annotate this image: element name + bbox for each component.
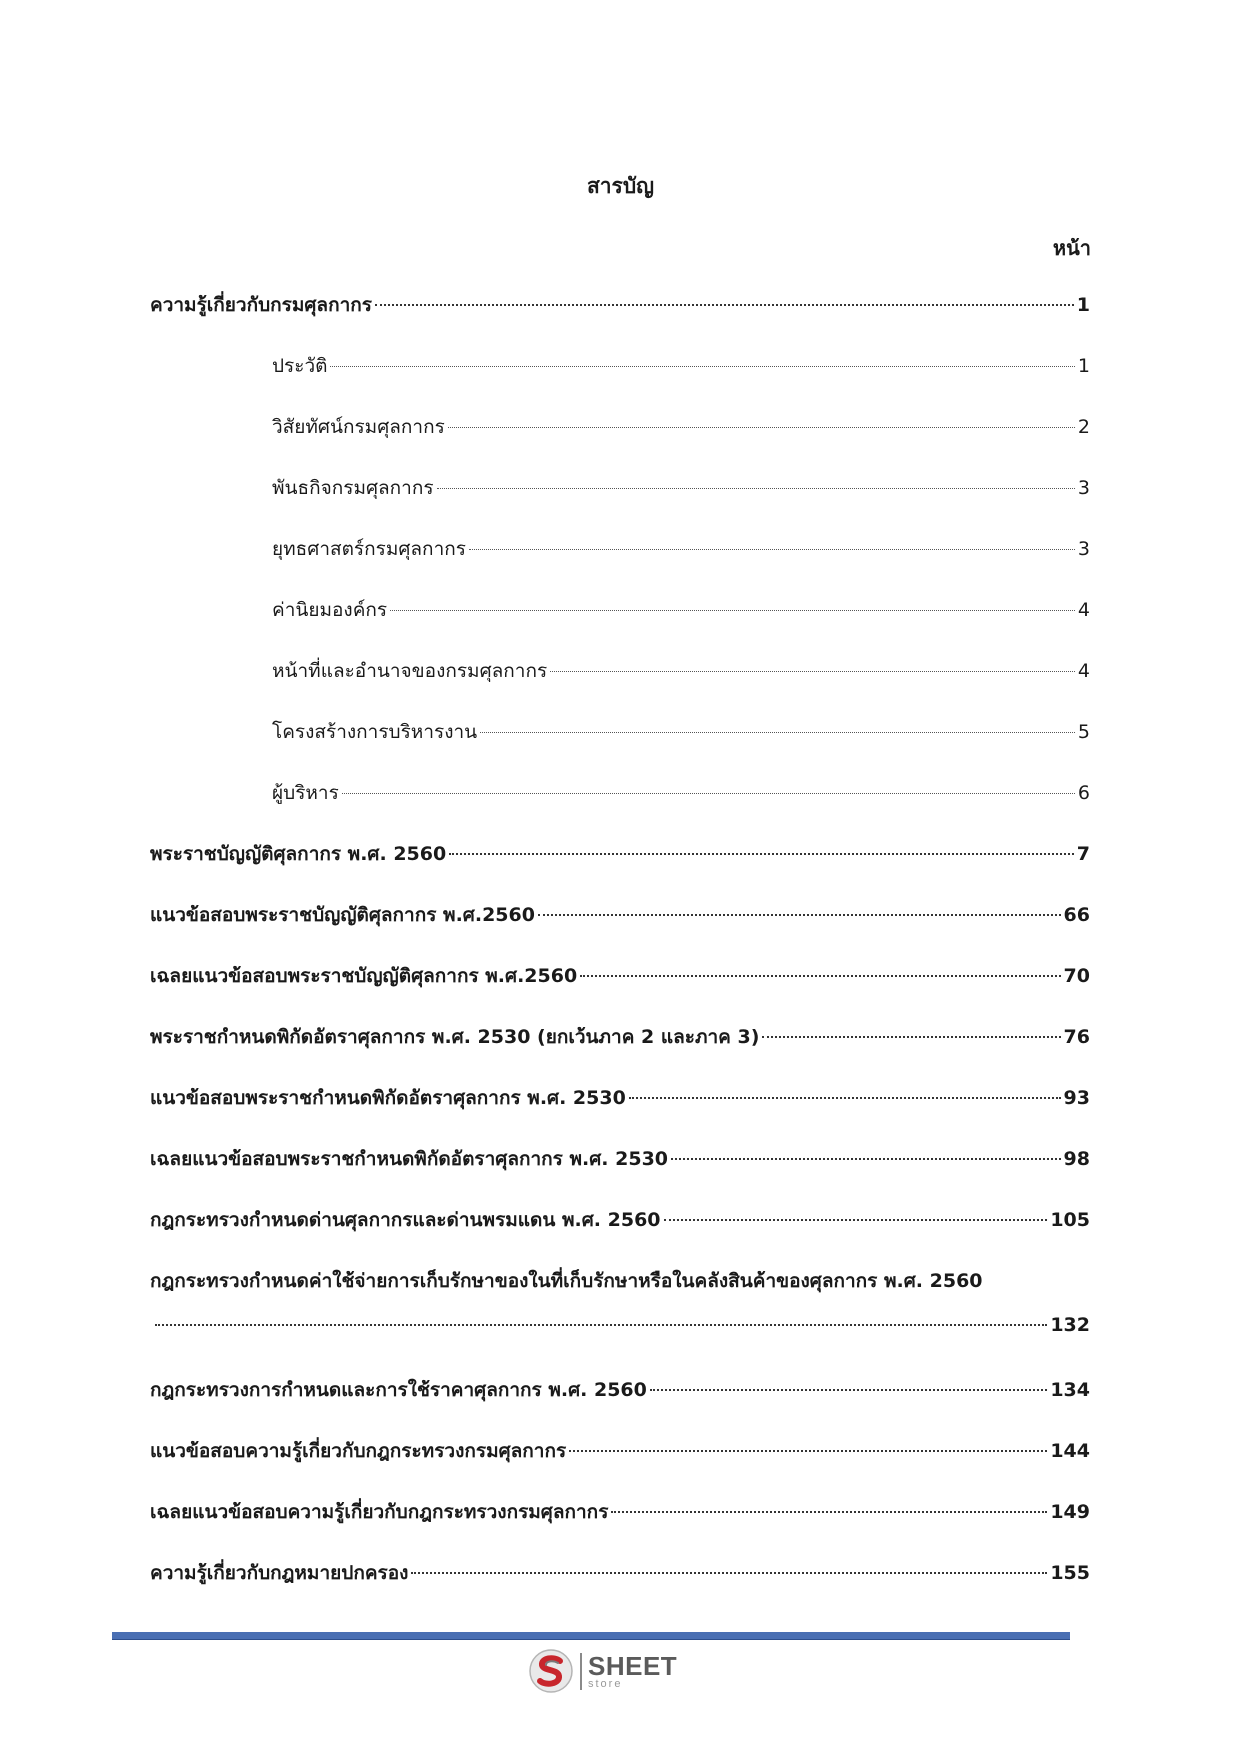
- toc-entry-page: 4: [1077, 660, 1090, 682]
- toc-entry-title: ยุทธศาสตร์กรมศุลกากร: [272, 538, 466, 560]
- toc-entry-title: พันธกิจกรมศุลกากร: [272, 477, 434, 499]
- toc-entry-page: 66: [1063, 904, 1090, 926]
- page-title: สารบัญ: [586, 174, 655, 198]
- toc-entry-title: กฎกระทรวงกำหนดค่าใช้จ่ายการเก็บรักษาของในที่เก็บรักษาหรือในคลังสินค้าของศุลกากร พ.ศ. 2560: [150, 1270, 983, 1292]
- leader-dots: [611, 1511, 1047, 1513]
- toc-entry-page: 6: [1077, 782, 1090, 804]
- toc-entry-title: เฉลยแนวข้อสอบพระราชบัญญัติศุลกากร พ.ศ.2560: [150, 965, 578, 987]
- toc-entry[interactable]: [150, 1558, 1090, 1619]
- toc-subentry[interactable]: [150, 534, 1090, 595]
- toc-entry[interactable]: [150, 1083, 1090, 1144]
- toc-entry-page: 98: [1063, 1148, 1090, 1170]
- leader-dots: [469, 549, 1075, 550]
- leader-dots: [449, 853, 1074, 855]
- table-of-contents: [150, 290, 1090, 1619]
- toc-entry[interactable]: [150, 290, 1090, 351]
- toc-entry-page: 1: [1077, 355, 1090, 377]
- page-column-label: หน้า: [1052, 236, 1091, 260]
- leader-dots: [155, 1324, 1047, 1326]
- toc-entry-page: 149: [1050, 1501, 1090, 1523]
- leader-dots: [448, 427, 1075, 428]
- toc-entry-page: 3: [1077, 477, 1090, 499]
- toc-entry-title: แนวข้อสอบพระราชกำหนดพิกัดอัตราศุลกากร พ.ศ. 2530: [150, 1087, 626, 1109]
- toc-entry-page: 4: [1077, 599, 1090, 621]
- leader-dots: [342, 793, 1075, 794]
- toc-subentry[interactable]: [150, 351, 1090, 412]
- toc-entry-page: 7: [1076, 843, 1090, 865]
- leader-dots: [375, 304, 1074, 306]
- toc-entry-page: 105: [1050, 1209, 1090, 1231]
- toc-entry-title: โครงสร้างการบริหารงาน: [272, 721, 478, 743]
- logo-brand-text: SHEET: [588, 1650, 678, 1681]
- toc-entry-page: 134: [1050, 1379, 1090, 1401]
- toc-entry[interactable]: [150, 839, 1090, 900]
- toc-entry-title: หน้าที่และอำนาจของกรมศุลกากร: [272, 660, 548, 682]
- leader-dots: [390, 610, 1075, 611]
- toc-entry-title: ผู้บริหาร: [272, 782, 339, 804]
- toc-subentry[interactable]: [150, 595, 1090, 656]
- toc-entry-page: 5: [1077, 721, 1090, 743]
- toc-subentry[interactable]: [150, 473, 1090, 534]
- leader-dots: [569, 1450, 1047, 1452]
- toc-entry-title: พระราชกำหนดพิกัดอัตราศุลกากร พ.ศ. 2530 (ยกเว้นภาค 2 และภาค 3): [150, 1026, 760, 1048]
- sheet-store-logo: [528, 1648, 677, 1694]
- toc-entry[interactable]: [150, 1266, 1090, 1375]
- leader-dots: [437, 488, 1075, 489]
- toc-entry[interactable]: [150, 1375, 1090, 1436]
- toc-entry[interactable]: [150, 1497, 1090, 1558]
- leader-dots: [538, 914, 1061, 916]
- sheet-logo-icon: [528, 1648, 574, 1694]
- toc-entry-page: 3: [1077, 538, 1090, 560]
- toc-entry-page: 93: [1063, 1087, 1090, 1109]
- leader-dots: [411, 1572, 1047, 1574]
- toc-entry-title: เฉลยแนวข้อสอบพระราชกำหนดพิกัดอัตราศุลกากร พ.ศ. 2530: [150, 1148, 669, 1170]
- toc-entry-title: กฎกระทรวงกำหนดด่านศุลกากรและด่านพรมแดน พ.ศ. 2560: [150, 1209, 661, 1231]
- toc-entry-title: ความรู้เกี่ยวกับกรมศุลกากร: [150, 294, 372, 316]
- toc-entry-page: 1: [1076, 294, 1090, 316]
- leader-dots: [650, 1389, 1047, 1391]
- toc-entry[interactable]: [150, 961, 1090, 1022]
- toc-entry[interactable]: [150, 1436, 1090, 1497]
- toc-entry[interactable]: [150, 1022, 1090, 1083]
- toc-subentry[interactable]: [150, 717, 1090, 778]
- toc-entry-page: 155: [1050, 1562, 1090, 1584]
- toc-entry[interactable]: [150, 900, 1090, 961]
- toc-entry-page: 144: [1050, 1440, 1090, 1462]
- toc-subentry[interactable]: [150, 656, 1090, 717]
- toc-entry-title: ค่านิยมองค์กร: [272, 599, 388, 621]
- leader-dots: [629, 1097, 1061, 1099]
- toc-entry-title: แนวข้อสอบความรู้เกี่ยวกับกฎกระทรวงกรมศุลกากร: [150, 1440, 567, 1462]
- leader-dots: [762, 1036, 1060, 1038]
- leader-dots: [671, 1158, 1061, 1160]
- toc-entry-page: 76: [1063, 1026, 1090, 1048]
- leader-dots: [664, 1219, 1048, 1221]
- leader-dots: [550, 671, 1075, 672]
- toc-subentry[interactable]: [150, 778, 1090, 839]
- leader-dots: [580, 975, 1060, 977]
- toc-entry-title: ความรู้เกี่ยวกับกฎหมายปกครอง: [150, 1562, 409, 1584]
- toc-entry-title: กฎกระทรวงการกำหนดและการใช้ราคาศุลกากร พ.ศ. 2560: [150, 1379, 647, 1401]
- toc-entry-title: พระราชบัญญัติศุลกากร พ.ศ. 2560: [150, 843, 447, 865]
- logo-sub-text: store: [588, 1677, 623, 1690]
- toc-entry[interactable]: [150, 1205, 1090, 1266]
- toc-entry-title: เฉลยแนวข้อสอบความรู้เกี่ยวกับกฎกระทรวงกรมศุลกากร: [150, 1501, 609, 1523]
- toc-entry[interactable]: [150, 1144, 1090, 1205]
- toc-entry-title: แนวข้อสอบพระราชบัญญัติศุลกากร พ.ศ.2560: [150, 904, 535, 926]
- footer-rule: [112, 1632, 1070, 1640]
- toc-entry-title: ประวัติ: [272, 355, 328, 377]
- toc-subentry[interactable]: [150, 412, 1090, 473]
- toc-entry-page: 70: [1063, 965, 1090, 987]
- toc-entry-title: วิสัยทัศน์กรมศุลกากร: [272, 416, 445, 438]
- leader-dots: [480, 732, 1075, 733]
- leader-dots: [330, 366, 1074, 367]
- toc-entry-page: 2: [1077, 416, 1090, 438]
- toc-entry-page: 132: [1050, 1314, 1090, 1336]
